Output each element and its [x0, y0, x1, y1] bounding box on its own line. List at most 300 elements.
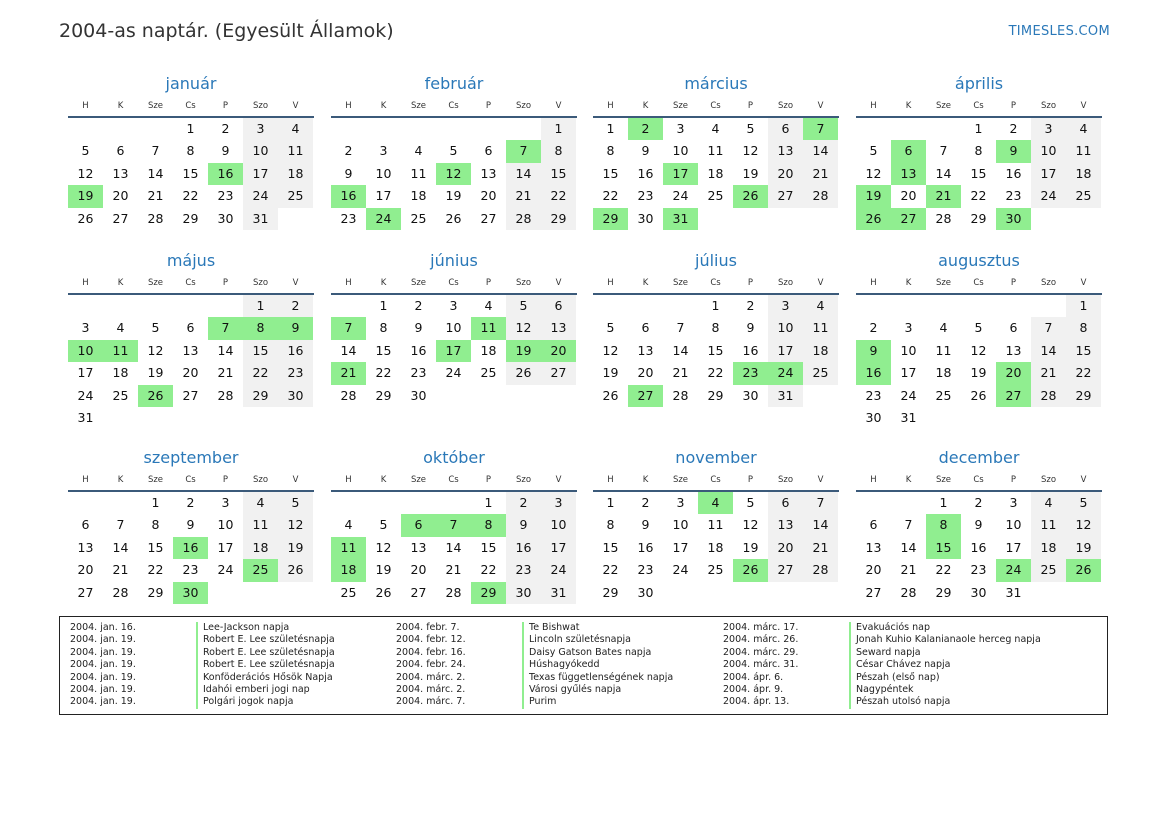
day-cell[interactable]: 23 — [410, 365, 427, 381]
day-cell[interactable]: 5 — [974, 320, 983, 336]
day-cell[interactable]: 28 — [672, 387, 689, 403]
day-cell[interactable]: 12 — [602, 342, 619, 358]
holiday-day[interactable]: 18 — [331, 559, 366, 581]
day-cell[interactable]: 27 — [182, 387, 199, 403]
day-cell[interactable]: 3 — [379, 143, 388, 159]
day-cell[interactable]: 30 — [865, 409, 882, 425]
holiday-day[interactable]: 16 — [856, 362, 891, 384]
day-cell[interactable]: 14 — [147, 165, 164, 181]
day-cell[interactable]: 4 — [939, 320, 948, 336]
day-cell[interactable]: 15 — [602, 165, 619, 181]
day-cell[interactable]: 13 — [865, 539, 882, 555]
holiday-day[interactable]: 19 — [856, 185, 891, 207]
holiday-day[interactable]: 21 — [331, 362, 366, 384]
day-cell[interactable]: 28 — [445, 584, 462, 600]
day-cell[interactable]: 20 — [768, 537, 803, 559]
day-cell[interactable]: 25 — [278, 185, 313, 207]
day-cell[interactable]: 22 — [480, 562, 497, 578]
holiday-day[interactable]: 2 — [628, 118, 663, 140]
day-cell[interactable]: 12 — [742, 517, 759, 533]
day-cell[interactable]: 30 — [217, 210, 234, 226]
day-cell[interactable]: 23 — [637, 188, 654, 204]
day-cell[interactable]: 21 — [506, 185, 541, 207]
day-cell[interactable]: 4 — [344, 517, 353, 533]
holiday-day[interactable]: 11 — [331, 537, 366, 559]
day-cell[interactable]: 12 — [278, 514, 313, 536]
day-cell[interactable]: 22 — [970, 188, 987, 204]
day-cell[interactable]: 31 — [243, 208, 278, 230]
day-cell[interactable]: 3 — [243, 118, 278, 140]
day-cell[interactable]: 5 — [869, 143, 878, 159]
day-cell[interactable]: 21 — [900, 562, 917, 578]
day-cell[interactable]: 21 — [112, 562, 129, 578]
day-cell[interactable]: 29 — [1066, 385, 1101, 407]
day-cell[interactable]: 21 — [672, 365, 689, 381]
day-cell[interactable]: 22 — [182, 188, 199, 204]
day-cell[interactable]: 30 — [637, 584, 654, 600]
day-cell[interactable]: 21 — [445, 562, 462, 578]
day-cell[interactable]: 8 — [186, 143, 195, 159]
day-cell[interactable]: 17 — [768, 340, 803, 362]
holiday-day[interactable]: 4 — [698, 492, 733, 514]
day-cell[interactable]: 6 — [116, 143, 125, 159]
day-cell[interactable]: 17 — [375, 188, 392, 204]
day-cell[interactable]: 28 — [935, 210, 952, 226]
day-cell[interactable]: 13 — [480, 165, 497, 181]
day-cell[interactable]: 23 — [1005, 188, 1022, 204]
day-cell[interactable]: 16 — [278, 340, 313, 362]
holiday-day[interactable]: 19 — [68, 185, 103, 207]
day-cell[interactable]: 4 — [1031, 492, 1066, 514]
day-cell[interactable]: 13 — [182, 342, 199, 358]
day-cell[interactable]: 1 — [974, 121, 983, 136]
day-cell[interactable]: 25 — [112, 387, 129, 403]
day-cell[interactable]: 21 — [217, 365, 234, 381]
day-cell[interactable]: 2 — [746, 298, 755, 313]
day-cell[interactable]: 10 — [1031, 140, 1066, 162]
day-cell[interactable]: 26 — [970, 387, 987, 403]
day-cell[interactable]: 17 — [900, 365, 917, 381]
day-cell[interactable]: 6 — [641, 320, 650, 336]
holiday-day[interactable]: 16 — [331, 185, 366, 207]
day-cell[interactable]: 29 — [602, 584, 619, 600]
day-cell[interactable]: 29 — [707, 387, 724, 403]
day-cell[interactable]: 22 — [1066, 362, 1101, 384]
holiday-day[interactable]: 17 — [436, 340, 471, 362]
day-cell[interactable]: 3 — [768, 295, 803, 317]
day-cell[interactable]: 24 — [900, 387, 917, 403]
day-cell[interactable]: 18 — [410, 188, 427, 204]
day-cell[interactable]: 17 — [672, 539, 689, 555]
day-cell[interactable]: 10 — [541, 514, 576, 536]
day-cell[interactable]: 15 — [707, 342, 724, 358]
day-cell[interactable]: 18 — [243, 537, 278, 559]
day-cell[interactable]: 8 — [541, 140, 576, 162]
day-cell[interactable]: 23 — [182, 562, 199, 578]
day-cell[interactable]: 14 — [506, 163, 541, 185]
day-cell[interactable]: 19 — [445, 188, 462, 204]
day-cell[interactable]: 24 — [541, 559, 576, 581]
day-cell[interactable]: 16 — [742, 342, 759, 358]
day-cell[interactable]: 14 — [112, 539, 129, 555]
day-cell[interactable]: 2 — [278, 295, 313, 317]
holiday-day[interactable]: 9 — [278, 317, 313, 339]
day-cell[interactable]: 9 — [506, 514, 541, 536]
holiday-day[interactable]: 7 — [436, 514, 471, 536]
day-cell[interactable]: 28 — [340, 387, 357, 403]
day-cell[interactable]: 25 — [480, 365, 497, 381]
day-cell[interactable]: 13 — [77, 539, 94, 555]
holiday-day[interactable]: 23 — [733, 362, 768, 384]
holiday-day[interactable]: 8 — [926, 514, 961, 536]
day-cell[interactable]: 19 — [742, 165, 759, 181]
day-cell[interactable]: 6 — [484, 143, 493, 159]
day-cell[interactable]: 7 — [151, 143, 160, 159]
day-cell[interactable]: 30 — [637, 210, 654, 226]
day-cell[interactable]: 29 — [375, 387, 392, 403]
holiday-day[interactable]: 20 — [996, 362, 1031, 384]
day-cell[interactable]: 14 — [803, 140, 838, 162]
day-cell[interactable]: 30 — [506, 582, 541, 604]
day-cell[interactable]: 8 — [974, 143, 983, 159]
day-cell[interactable]: 19 — [970, 365, 987, 381]
day-cell[interactable]: 16 — [637, 165, 654, 181]
day-cell[interactable]: 23 — [217, 188, 234, 204]
holiday-day[interactable]: 27 — [628, 385, 663, 407]
day-cell[interactable]: 24 — [1031, 185, 1066, 207]
day-cell[interactable]: 29 — [147, 584, 164, 600]
day-cell[interactable]: 9 — [186, 517, 195, 533]
day-cell[interactable]: 1 — [243, 295, 278, 317]
day-cell[interactable]: 27 — [865, 584, 882, 600]
day-cell[interactable]: 25 — [935, 387, 952, 403]
day-cell[interactable]: 29 — [970, 210, 987, 226]
day-cell[interactable]: 20 — [768, 163, 803, 185]
day-cell[interactable]: 27 — [768, 185, 803, 207]
day-cell[interactable]: 4 — [803, 295, 838, 317]
day-cell[interactable]: 28 — [217, 387, 234, 403]
day-cell[interactable]: 9 — [221, 143, 230, 159]
day-cell[interactable]: 16 — [410, 342, 427, 358]
day-cell[interactable]: 9 — [641, 143, 650, 159]
day-cell[interactable]: 12 — [375, 539, 392, 555]
day-cell[interactable]: 25 — [1031, 559, 1066, 581]
day-cell[interactable]: 10 — [375, 165, 392, 181]
day-cell[interactable]: 23 — [970, 562, 987, 578]
day-cell[interactable]: 18 — [935, 365, 952, 381]
day-cell[interactable]: 18 — [278, 163, 313, 185]
day-cell[interactable]: 2 — [974, 495, 983, 510]
day-cell[interactable]: 7 — [803, 492, 838, 514]
day-cell[interactable]: 29 — [935, 584, 952, 600]
day-cell[interactable]: 23 — [340, 210, 357, 226]
day-cell[interactable]: 22 — [243, 362, 278, 384]
day-cell[interactable]: 3 — [541, 492, 576, 514]
holiday-day[interactable]: 24 — [366, 208, 401, 230]
day-cell[interactable]: 3 — [221, 495, 230, 510]
day-cell[interactable]: 1 — [151, 495, 160, 510]
day-cell[interactable]: 20 — [77, 562, 94, 578]
day-cell[interactable]: 20 — [865, 562, 882, 578]
day-cell[interactable]: 1 — [541, 118, 576, 140]
day-cell[interactable]: 14 — [1031, 340, 1066, 362]
day-cell[interactable]: 27 — [410, 584, 427, 600]
day-cell[interactable]: 17 — [1031, 163, 1066, 185]
day-cell[interactable]: 10 — [217, 517, 234, 533]
holiday-day[interactable]: 30 — [996, 208, 1031, 230]
day-cell[interactable]: 8 — [1066, 317, 1101, 339]
holiday-day[interactable]: 6 — [891, 140, 926, 162]
day-cell[interactable]: 6 — [186, 320, 195, 336]
day-cell[interactable]: 3 — [676, 495, 685, 510]
day-cell[interactable]: 9 — [641, 517, 650, 533]
day-cell[interactable]: 5 — [81, 143, 90, 159]
day-cell[interactable]: 31 — [541, 582, 576, 604]
day-cell[interactable]: 2 — [221, 121, 230, 136]
day-cell[interactable]: 17 — [541, 537, 576, 559]
day-cell[interactable]: 18 — [707, 165, 724, 181]
day-cell[interactable]: 12 — [865, 165, 882, 181]
day-cell[interactable]: 28 — [900, 584, 917, 600]
day-cell[interactable]: 23 — [506, 559, 541, 581]
day-cell[interactable]: 1 — [484, 495, 493, 510]
day-cell[interactable]: 23 — [637, 562, 654, 578]
day-cell[interactable]: 31 — [77, 409, 94, 425]
day-cell[interactable]: 4 — [711, 121, 720, 136]
day-cell[interactable]: 28 — [1031, 385, 1066, 407]
day-cell[interactable]: 9 — [414, 320, 423, 336]
day-cell[interactable]: 18 — [1066, 163, 1101, 185]
day-cell[interactable]: 16 — [637, 539, 654, 555]
day-cell[interactable]: 6 — [768, 118, 803, 140]
day-cell[interactable]: 13 — [410, 539, 427, 555]
holiday-day[interactable]: 11 — [103, 340, 138, 362]
holiday-day[interactable]: 15 — [926, 537, 961, 559]
day-cell[interactable]: 22 — [541, 185, 576, 207]
day-cell[interactable]: 12 — [506, 317, 541, 339]
day-cell[interactable]: 7 — [116, 517, 125, 533]
holiday-day[interactable]: 29 — [471, 582, 506, 604]
brand-logo[interactable]: TIMESLES.COM — [1008, 24, 1110, 39]
day-cell[interactable]: 4 — [116, 320, 125, 336]
day-cell[interactable]: 27 — [480, 210, 497, 226]
day-cell[interactable]: 4 — [278, 118, 313, 140]
holiday-day[interactable]: 26 — [138, 385, 173, 407]
day-cell[interactable]: 2 — [1009, 121, 1018, 136]
day-cell[interactable]: 31 — [768, 385, 803, 407]
day-cell[interactable]: 20 — [480, 188, 497, 204]
day-cell[interactable]: 28 — [112, 584, 129, 600]
holiday-day[interactable]: 7 — [803, 118, 838, 140]
day-cell[interactable]: 12 — [1066, 514, 1101, 536]
day-cell[interactable]: 8 — [711, 320, 720, 336]
holiday-day[interactable]: 24 — [768, 362, 803, 384]
day-cell[interactable]: 23 — [278, 362, 313, 384]
day-cell[interactable]: 31 — [1005, 584, 1022, 600]
day-cell[interactable]: 17 — [217, 539, 234, 555]
day-cell[interactable]: 7 — [939, 143, 948, 159]
day-cell[interactable]: 29 — [243, 385, 278, 407]
holiday-day[interactable]: 19 — [506, 340, 541, 362]
day-cell[interactable]: 11 — [707, 143, 724, 159]
day-cell[interactable]: 5 — [606, 320, 615, 336]
day-cell[interactable]: 15 — [375, 342, 392, 358]
day-cell[interactable]: 8 — [606, 143, 615, 159]
holiday-day[interactable]: 16 — [208, 163, 243, 185]
day-cell[interactable]: 20 — [637, 365, 654, 381]
day-cell[interactable]: 18 — [480, 342, 497, 358]
day-cell[interactable]: 26 — [506, 362, 541, 384]
day-cell[interactable]: 25 — [1066, 185, 1101, 207]
day-cell[interactable]: 1 — [186, 121, 195, 136]
day-cell[interactable]: 3 — [449, 298, 458, 313]
holiday-day[interactable]: 26 — [1066, 559, 1101, 581]
holiday-day[interactable]: 9 — [856, 340, 891, 362]
day-cell[interactable]: 1 — [711, 298, 720, 313]
day-cell[interactable]: 24 — [445, 365, 462, 381]
day-cell[interactable]: 2 — [186, 495, 195, 510]
day-cell[interactable]: 27 — [112, 210, 129, 226]
day-cell[interactable]: 28 — [506, 208, 541, 230]
holiday-day[interactable]: 6 — [401, 514, 436, 536]
day-cell[interactable]: 13 — [112, 165, 129, 181]
day-cell[interactable]: 19 — [278, 537, 313, 559]
day-cell[interactable]: 7 — [904, 517, 913, 533]
holiday-day[interactable]: 8 — [471, 514, 506, 536]
holiday-day[interactable]: 10 — [68, 340, 103, 362]
day-cell[interactable]: 24 — [217, 562, 234, 578]
day-cell[interactable]: 11 — [1066, 140, 1101, 162]
day-cell[interactable]: 24 — [243, 185, 278, 207]
day-cell[interactable]: 26 — [77, 210, 94, 226]
day-cell[interactable]: 2 — [869, 320, 878, 336]
day-cell[interactable]: 27 — [77, 584, 94, 600]
day-cell[interactable]: 15 — [182, 165, 199, 181]
day-cell[interactable]: 21 — [147, 188, 164, 204]
day-cell[interactable]: 16 — [506, 537, 541, 559]
holiday-day[interactable]: 21 — [926, 185, 961, 207]
day-cell[interactable]: 4 — [1066, 118, 1101, 140]
day-cell[interactable]: 22 — [602, 188, 619, 204]
day-cell[interactable]: 8 — [379, 320, 388, 336]
day-cell[interactable]: 5 — [1066, 492, 1101, 514]
day-cell[interactable]: 9 — [344, 165, 353, 181]
day-cell[interactable]: 24 — [77, 387, 94, 403]
day-cell[interactable]: 24 — [672, 562, 689, 578]
day-cell[interactable]: 15 — [970, 165, 987, 181]
day-cell[interactable]: 14 — [935, 165, 952, 181]
day-cell[interactable]: 12 — [77, 165, 94, 181]
day-cell[interactable]: 11 — [410, 165, 427, 181]
day-cell[interactable]: 30 — [410, 387, 427, 403]
day-cell[interactable]: 2 — [641, 495, 650, 510]
day-cell[interactable]: 5 — [746, 495, 755, 510]
holiday-day[interactable]: 9 — [996, 140, 1031, 162]
day-cell[interactable]: 20 — [410, 562, 427, 578]
day-cell[interactable]: 7 — [1031, 317, 1066, 339]
day-cell[interactable]: 8 — [606, 517, 615, 533]
day-cell[interactable]: 28 — [803, 559, 838, 581]
holiday-day[interactable]: 13 — [891, 163, 926, 185]
day-cell[interactable]: 29 — [182, 210, 199, 226]
day-cell[interactable]: 8 — [151, 517, 160, 533]
holiday-day[interactable]: 30 — [173, 582, 208, 604]
holiday-day[interactable]: 26 — [856, 208, 891, 230]
day-cell[interactable]: 14 — [340, 342, 357, 358]
day-cell[interactable]: 15 — [602, 539, 619, 555]
day-cell[interactable]: 9 — [974, 517, 983, 533]
day-cell[interactable]: 31 — [900, 409, 917, 425]
day-cell[interactable]: 17 — [1005, 539, 1022, 555]
holiday-day[interactable]: 24 — [996, 559, 1031, 581]
day-cell[interactable]: 25 — [803, 362, 838, 384]
holiday-day[interactable]: 16 — [173, 537, 208, 559]
day-cell[interactable]: 25 — [410, 210, 427, 226]
day-cell[interactable]: 6 — [81, 517, 90, 533]
day-cell[interactable]: 6 — [869, 517, 878, 533]
day-cell[interactable]: 30 — [278, 385, 313, 407]
day-cell[interactable]: 18 — [803, 340, 838, 362]
day-cell[interactable]: 15 — [541, 163, 576, 185]
holiday-day[interactable]: 31 — [663, 208, 698, 230]
day-cell[interactable]: 15 — [243, 340, 278, 362]
day-cell[interactable]: 20 — [182, 365, 199, 381]
day-cell[interactable]: 10 — [672, 517, 689, 533]
holiday-day[interactable]: 7 — [331, 317, 366, 339]
day-cell[interactable]: 15 — [1066, 340, 1101, 362]
day-cell[interactable]: 25 — [340, 584, 357, 600]
day-cell[interactable]: 13 — [541, 317, 576, 339]
day-cell[interactable]: 30 — [970, 584, 987, 600]
day-cell[interactable]: 14 — [672, 342, 689, 358]
day-cell[interactable]: 3 — [1031, 118, 1066, 140]
day-cell[interactable]: 10 — [900, 342, 917, 358]
day-cell[interactable]: 10 — [1005, 517, 1022, 533]
day-cell[interactable]: 11 — [243, 514, 278, 536]
day-cell[interactable]: 5 — [506, 295, 541, 317]
day-cell[interactable]: 2 — [344, 143, 353, 159]
day-cell[interactable]: 5 — [449, 143, 458, 159]
day-cell[interactable]: 13 — [637, 342, 654, 358]
day-cell[interactable]: 12 — [742, 143, 759, 159]
day-cell[interactable]: 13 — [768, 140, 803, 162]
holiday-day[interactable]: 11 — [471, 317, 506, 339]
day-cell[interactable]: 3 — [81, 320, 90, 336]
day-cell[interactable]: 19 — [147, 365, 164, 381]
holiday-day[interactable]: 25 — [243, 559, 278, 581]
day-cell[interactable]: 10 — [243, 140, 278, 162]
day-cell[interactable]: 3 — [904, 320, 913, 336]
holiday-day[interactable]: 27 — [891, 208, 926, 230]
day-cell[interactable]: 6 — [768, 492, 803, 514]
day-cell[interactable]: 24 — [672, 188, 689, 204]
day-cell[interactable]: 2 — [506, 492, 541, 514]
holiday-day[interactable]: 7 — [208, 317, 243, 339]
holiday-day[interactable]: 27 — [996, 385, 1031, 407]
day-cell[interactable]: 1 — [1066, 295, 1101, 317]
day-cell[interactable]: 12 — [970, 342, 987, 358]
day-cell[interactable]: 17 — [243, 163, 278, 185]
day-cell[interactable]: 16 — [1005, 165, 1022, 181]
day-cell[interactable]: 13 — [768, 514, 803, 536]
day-cell[interactable]: 15 — [480, 539, 497, 555]
day-cell[interactable]: 4 — [414, 143, 423, 159]
holiday-day[interactable]: 29 — [593, 208, 628, 230]
day-cell[interactable]: 25 — [707, 562, 724, 578]
day-cell[interactable]: 26 — [445, 210, 462, 226]
day-cell[interactable]: 22 — [602, 562, 619, 578]
holiday-day[interactable]: 26 — [733, 559, 768, 581]
